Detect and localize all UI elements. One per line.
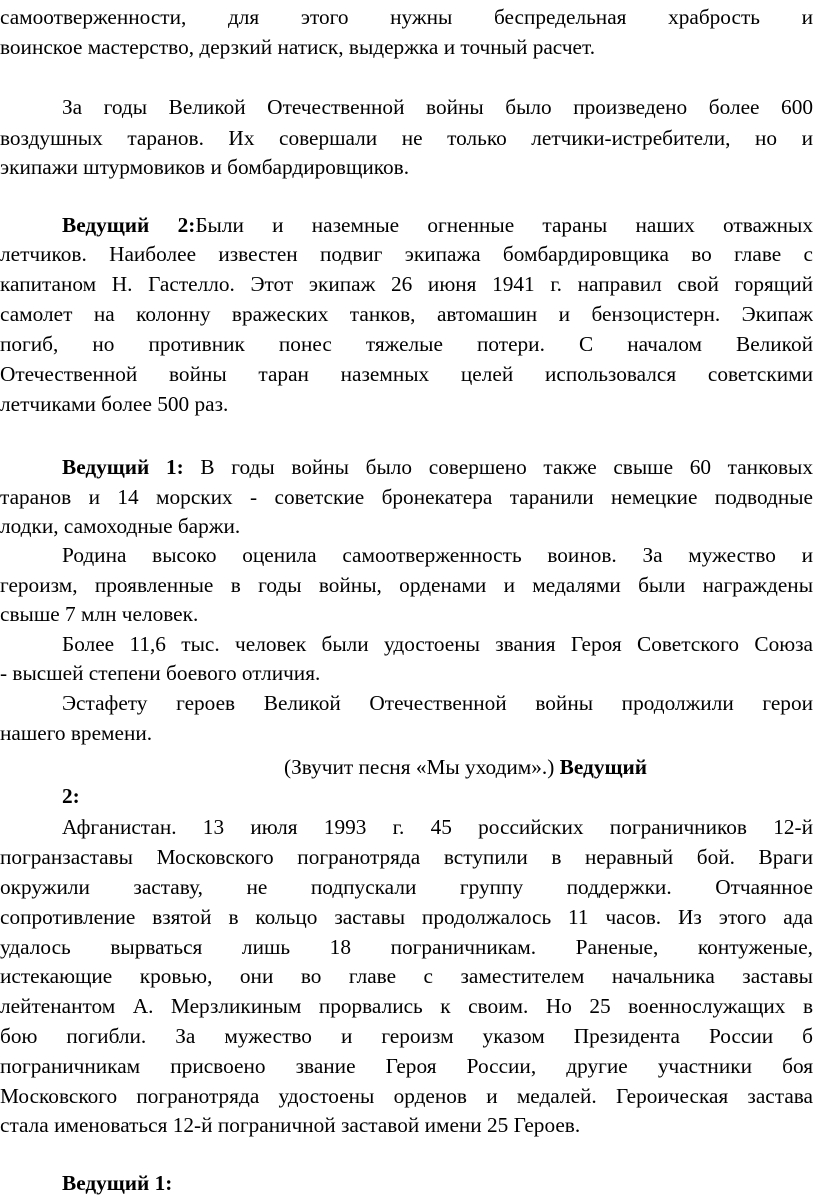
paragraph-line: самоотверженности, для этого нужны беспредельная храбрость и — [0, 5, 813, 29]
stage-direction — [284, 753, 784, 781]
paragraph-line: стала именоваться 12-й пограничной заставой имени 25 Героев. — [0, 1113, 581, 1137]
paragraph-line: летчиками более 500 раз. — [0, 392, 229, 416]
paragraph-line: нашего времени. — [0, 721, 153, 745]
paragraph-line — [62, 453, 813, 481]
paragraph-text: Были и наземные огненные тараны наших отважных — [195, 213, 813, 237]
paragraph-line: лодки, самоходные баржи. — [0, 514, 241, 538]
paragraph-line: бою погибли. За мужество и героизм указом Президента России б — [0, 1024, 813, 1048]
paragraph-line: героизм, проявленные в годы войны, орденами и медалями были награждены — [0, 573, 813, 597]
speaker-label: Ведущий 1: — [62, 455, 184, 479]
paragraph-line: таранов и 14 морских - советские бронекатера таранили немецкие подводные — [0, 485, 813, 509]
paragraph-line: летчиков. Наиболее известен подвиг экипажа бомбардировщика во главе с — [0, 242, 813, 266]
paragraph-line: Афганистан. 13 июля 1993 г. 45 российских пограничников 12-й — [62, 815, 813, 839]
paragraph-line: погранзаставы Московского погранотряда вступили в неравный бой. Враги — [0, 845, 813, 869]
paragraph-line: истекающие кровью, они во главе с заместителем начальника заставы — [0, 964, 813, 988]
paragraph-line — [62, 1169, 362, 1197]
speaker-label: Ведущий — [559, 755, 647, 779]
speaker-label: Ведущий 2: — [62, 213, 196, 237]
paragraph-line: воинское мастерство, дерзкий натиск, выдержка и точный расчет. — [0, 35, 596, 59]
paragraph-line: - высшей степени боевого отличия. — [0, 661, 321, 685]
paragraph-line: Отечественной войны таран наземных целей использовался советскими — [0, 362, 813, 386]
paragraph-line: погиб, но противник понес тяжелые потери. С началом Великой — [0, 332, 813, 356]
paragraph-line: Родина высоко оценила самоотверженность воинов. За мужество и — [62, 543, 813, 567]
paragraph-line: сопротивление взятой в кольцо заставы продолжалось 11 часов. Из этого ада — [0, 905, 813, 929]
paragraph-line: свыше 7 млн человек. — [0, 602, 199, 626]
speaker-label: 2: — [62, 784, 80, 808]
paragraph-line: За годы Великой Отечественной войны было произведено более 600 — [62, 95, 813, 119]
paragraph-line: Эстафету героев Великой Отечественной войны продолжили герои — [62, 691, 813, 715]
paragraph-line: Московского погранотряда удостоены орденов и медалей. Героическая застава — [0, 1084, 813, 1108]
paragraph-line: самолет на колонну вражеских танков, автомашин и бензоцистерн. Экипаж — [0, 302, 813, 326]
paragraph-line — [62, 211, 813, 239]
paragraph-line: окружили заставу, не подпускали группу поддержки. Отчаянное — [0, 875, 813, 899]
paragraph-line: капитаном Н. Гастелло. Этот экипаж 26 июня 1941 г. направил свой горящий — [0, 272, 813, 296]
paragraph-text: В годы войны было совершено также свыше 60 танковых — [183, 455, 813, 479]
paragraph-line: удалось вырваться лишь 18 пограничникам. Раненые, контуженые, — [0, 935, 813, 959]
speaker-label: Ведущий 1: — [62, 1171, 173, 1195]
paragraph-line: экипажи штурмовиков и бомбардировщиков. — [0, 155, 410, 179]
paragraph-line: пограничникам присвоено звание Героя России, другие участники боя — [0, 1054, 813, 1078]
paragraph-line: лейтенантом А. Мерзликиным прорвались к своим. Но 25 военнослужащих в — [0, 994, 813, 1018]
speaker-label-continuation — [62, 782, 162, 810]
stage-direction-text: (Звучит песня «Мы уходим».) — [284, 755, 560, 779]
paragraph-line: Более 11,6 тыс. человек были удостоены звания Героя Советского Союза — [62, 632, 813, 656]
paragraph-line: воздушных таранов. Их совершали не только летчики-истребители, но и — [0, 126, 813, 150]
